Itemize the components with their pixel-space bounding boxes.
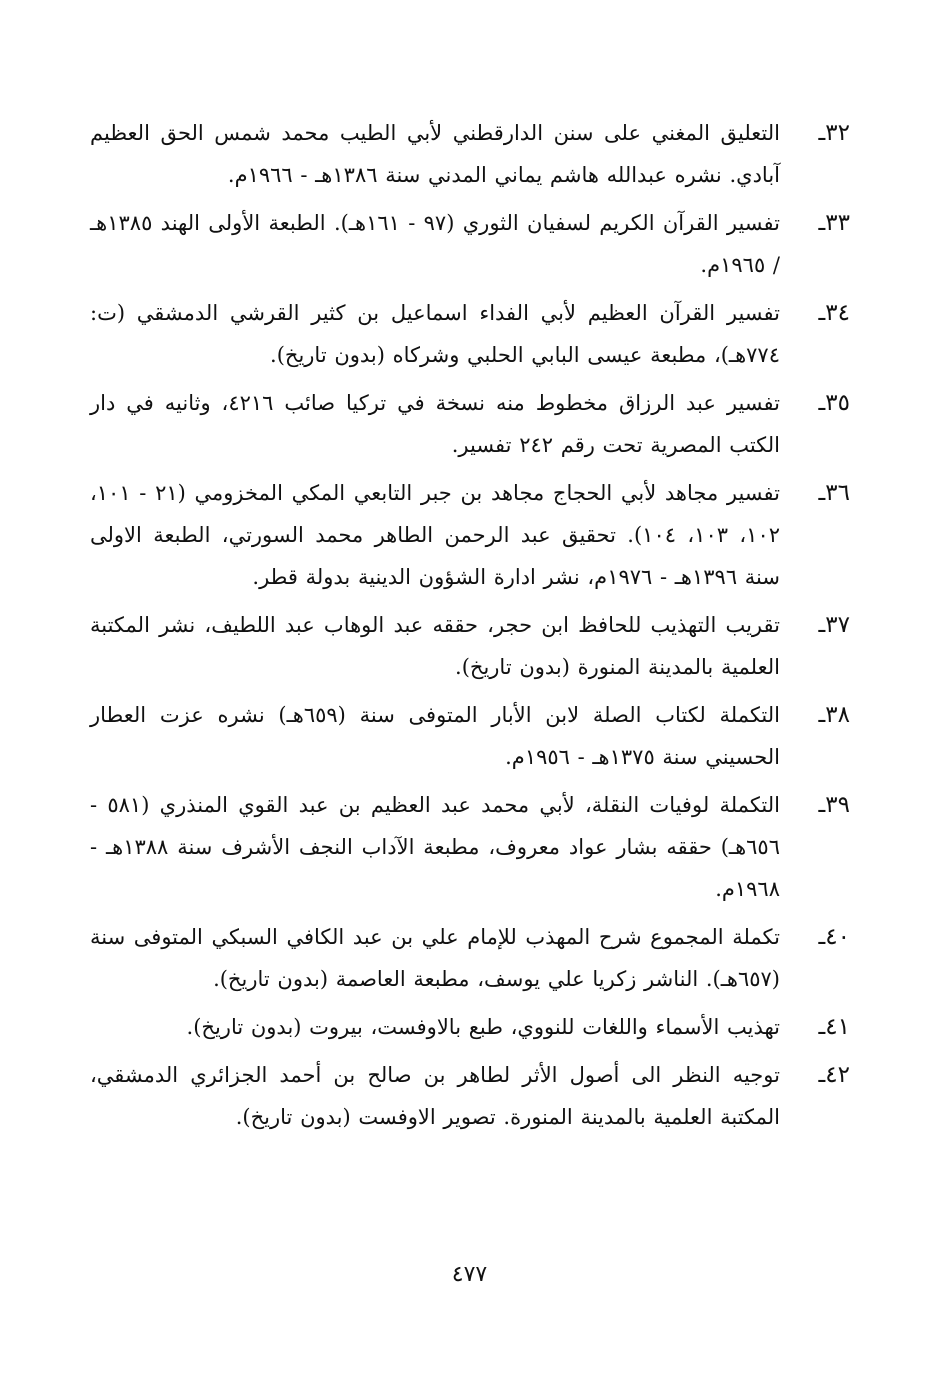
- entry-text: تهذيب الأسماء واللغات للنووي، طبع بالاوفست، بيروت (بدون تاريخ).: [186, 1015, 780, 1039]
- entry-text: تفسير القرآن العظيم لأبي الفداء اسماعيل بن كثير القرشي الدمشقي (ت: ٧٧٤هـ)، مطبعة عيسى البابي الحلبي وشركاه (بدون تاريخ).: [90, 301, 780, 367]
- entry-number: ٤٢ـ: [818, 1062, 850, 1088]
- entry-text: تقريب التهذيب للحافظ ابن حجر، حققه عبد الوهاب عبد اللطيف، نشر المكتبة العلمية بالمدينة المنورة (بدون تاريخ).: [90, 613, 780, 679]
- entry-number: ٤٠ـ: [818, 924, 850, 950]
- bibliography-entry: [90, 202, 850, 286]
- entry-text: تفسير عبد الرزاق مخطوط منه نسخة في تركيا صائب ٤٢١٦، وثانيه في دار الكتب المصرية تحت رقم ٢٤٢ تفسير.: [90, 391, 780, 457]
- bibliography-entry: [90, 112, 850, 196]
- entry-number: ٣٣ـ: [818, 210, 850, 236]
- entry-text: توجيه النظر الى أصول الأثر لطاهر بن صالح بن أحمد الجزائري الدمشقي، المكتبة العلمية بالمدينة المنورة. تصوير الاوفست (بدون تاريخ).: [90, 1063, 780, 1129]
- bibliography-list: [90, 112, 850, 1144]
- entry-number: ٣٨ـ: [818, 702, 850, 728]
- bibliography-entry: [90, 1006, 850, 1048]
- entry-number: ٣٩ـ: [818, 792, 850, 818]
- bibliography-entry: [90, 1054, 850, 1138]
- entry-number: ٤١ـ: [818, 1014, 850, 1040]
- bibliography-entry: [90, 292, 850, 376]
- entry-number: ٣٧ـ: [818, 612, 850, 638]
- bibliography-entry: [90, 784, 850, 910]
- entry-number: ٣٤ـ: [818, 300, 850, 326]
- bibliography-entry: [90, 382, 850, 466]
- bibliography-entry: [90, 604, 850, 688]
- entry-text: تفسير القرآن الكريم لسفيان الثوري (٩٧ - ١٦١هـ). الطبعة الأولى الهند ١٣٨٥هـ / ١٩٦٥م.: [90, 211, 780, 277]
- entry-text: تفسير مجاهد لأبي الحجاج مجاهد بن جبر التابعي المكي المخزومي (٢١ - ١٠١، ١٠٢، ١٠٣، ١٠٤). تحقيق عبد الرحمن الطاهر محمد السورتي، الطبعة الاولى سنة ١٣٩٦هـ - ١٩٧٦م، نشر ادارة الشؤون الدينية بدولة قطر.: [90, 481, 781, 589]
- entry-text: التعليق المغني على سنن الدارقطني لأبي الطيب محمد شمس الحق العظيم آبادي. نشره عبدالله هاشم يماني المدني سنة ١٣٨٦هـ - ١٩٦٦م.: [90, 121, 780, 187]
- bibliography-entry: [90, 694, 850, 778]
- entry-text: التكملة لكتاب الصلة لابن الأبار المتوفى سنة (٦٥٩هـ) نشره عزت العطار الحسيني سنة ١٣٧٥هـ - ١٩٥٦م.: [90, 703, 780, 769]
- entry-text: تكملة المجموع شرح المهذب للإمام علي بن عبد الكافي السبكي المتوفى سنة (٦٥٧هـ). الناشر زكريا علي يوسف، مطبعة العاصمة (بدون تاريخ).: [90, 925, 780, 991]
- entry-text: التكملة لوفيات النقلة، لأبي محمد عبد العظيم بن عبد القوي المنذري (٥٨١ - ٦٥٦هـ) حققه بشار عواد معروف، مطبعة الآداب النجف الأشرف سنة ١٣٨٨هـ - ١٩٦٨م.: [90, 793, 780, 901]
- entry-number: ٣٦ـ: [818, 480, 850, 506]
- bibliography-entry: [90, 472, 850, 598]
- entry-number: ٣٢ـ: [818, 120, 850, 146]
- page-number: ٤٧٧: [451, 1262, 488, 1287]
- entry-number: ٣٥ـ: [818, 390, 850, 416]
- bibliography-entry: [90, 916, 850, 1000]
